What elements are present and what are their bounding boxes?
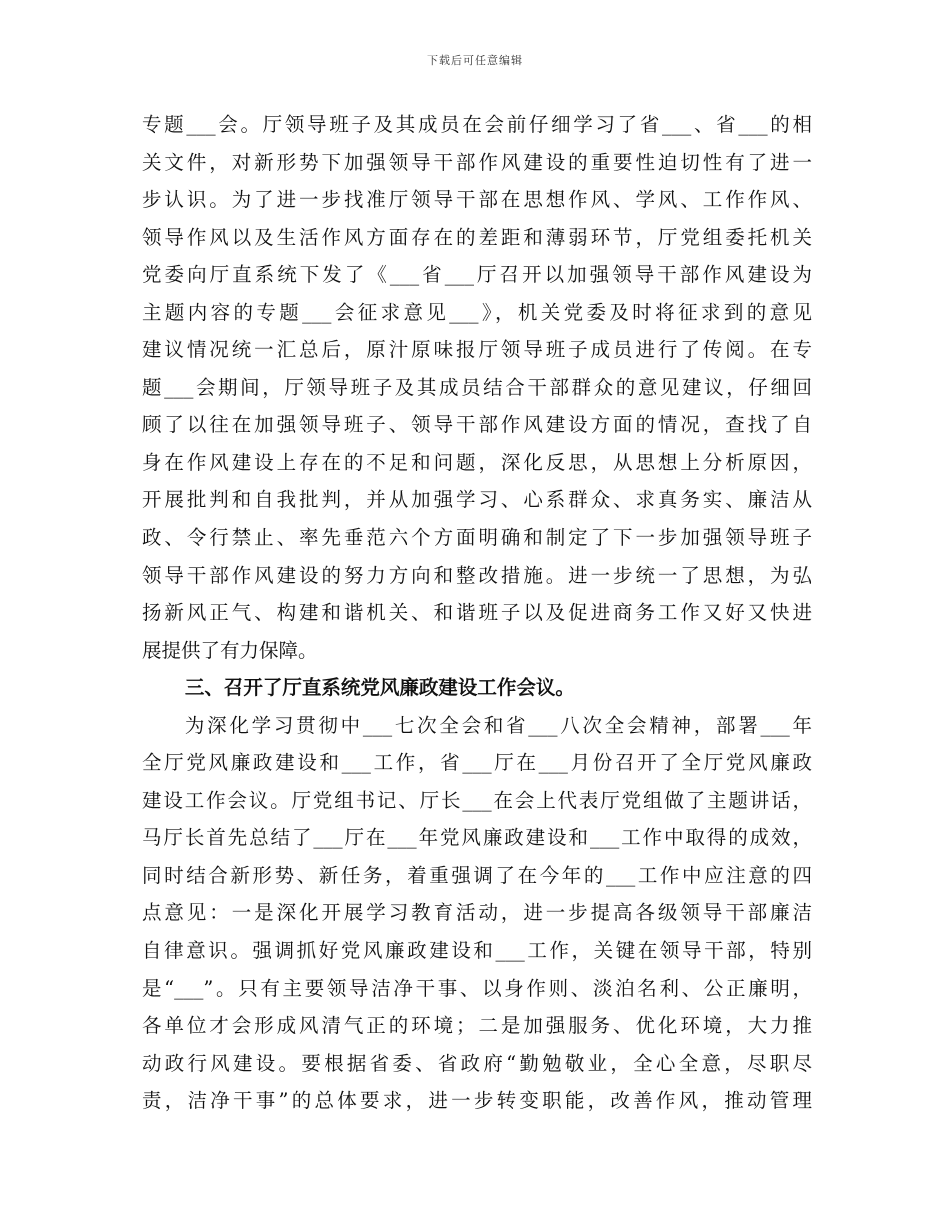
paragraph-line: 领导作风以及生活作风方面存在的差距和薄弱环节，厅党组委托机关 <box>142 225 812 249</box>
paragraph-line: 自律意识。强调抓好党风廉政建设和___工作，关键在领导干部，特别 <box>142 939 812 963</box>
paragraph-line: 各单位才会形成风清气正的环境；二是加强服务、优化环境，大力推 <box>142 1014 812 1038</box>
document-body <box>142 106 812 1120</box>
paragraph-line: 动政行风建设。要根据省委、省政府“勤勉敬业，全心全意，尽职尽 <box>142 1051 812 1075</box>
paragraph-line: 马厅长首先总结了___厅在___年党风廉政建设和___工作中取得的成效， <box>142 826 812 850</box>
paragraph-line: 扬新风正气、构建和谐机关、和谐班子以及促进商务工作又好又快进 <box>142 601 812 625</box>
paragraph-line: 是“___”。只有主要领导洁净干事、以身作则、淡泊名利、公正廉明， <box>142 976 812 1000</box>
paragraph-line: 为深化学习贯彻中___七次全会和省___八次全会精神，部署___年 <box>184 713 812 737</box>
paragraph-line: 关文件，对新形势下加强领导干部作风建设的重要性迫切性有了进一 <box>142 150 812 174</box>
paragraph-line: 党委向厅直系统下发了《___省___厅召开以加强领导干部作风建设为 <box>142 263 812 287</box>
paragraph-line: 展提供了有力保障。 <box>142 638 318 662</box>
paragraph-line: 主题内容的专题___会征求意见___》，机关党委及时将征求到的意见 <box>142 300 812 324</box>
paragraph-line: 点意见：一是深化开展学习教育活动，进一步提高各级领导干部廉洁 <box>142 901 812 925</box>
paragraph-line: 顾了以往在加强领导班子、领导干部作风建设方面的情况，查找了自 <box>142 413 812 437</box>
paragraph-line: 同时结合新形势、新任务，着重强调了在今年的___工作中应注意的四 <box>142 863 812 887</box>
paragraph-line: 全厅党风廉政建设和___工作，省___厅在___月份召开了全厅党风廉政 <box>142 751 812 775</box>
paragraph-line: 专题___会。厅领导班子及其成员在会前仔细学习了省___、省___的相 <box>142 113 812 136</box>
paragraph-line: 建设工作会议。厅党组书记、厅长___在会上代表厅党组做了主题讲话， <box>142 788 812 812</box>
paragraph-line: 政、令行禁止、率先垂范六个方面明确和制定了下一步加强领导班子 <box>142 526 812 550</box>
paragraph-line: 责，洁净干事”的总体要求，进一步转变职能，改善作风，推动管理 <box>142 1089 812 1113</box>
paragraph-line: 领导干部作风建设的努力方向和整改措施。进一步统一了思想，为弘 <box>142 563 812 587</box>
paragraph-line: 开展批判和自我批判，并从加强学习、心系群众、求真务实、廉洁从 <box>142 488 812 512</box>
paragraph-line: 建议情况统一汇总后，原汁原味报厅领导班子成员进行了传阅。在专 <box>142 338 812 362</box>
paragraph-line: 步认识。为了进一步找准厅领导干部在思想作风、学风、工作作风、 <box>142 188 812 212</box>
page-header: 下载后可任意编辑 <box>427 54 523 67</box>
paragraph-line: 身在作风建设上存在的不足和问题，深化反思，从思想上分析原因， <box>142 450 812 474</box>
paragraph-line: 题___会期间，厅领导班子及其成员结合干部群众的意见建议，仔细回 <box>142 375 812 399</box>
section-heading: 三、召开了厅直系统党风廉政建设工作会议。 <box>184 676 575 700</box>
